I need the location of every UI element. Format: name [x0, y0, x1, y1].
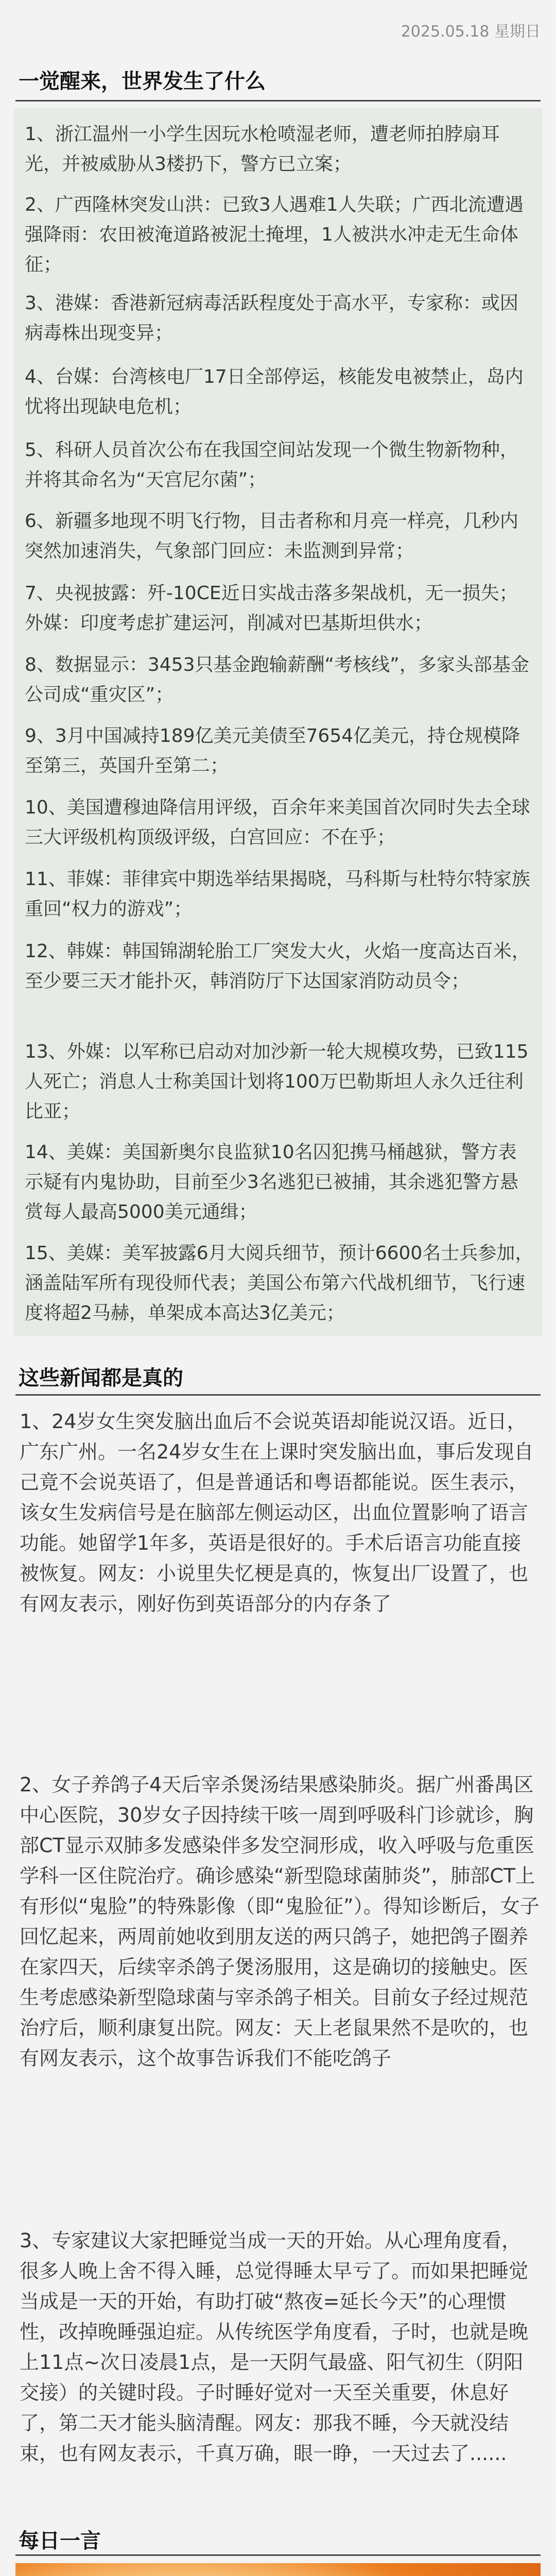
- story-paragraph-2: 2、女子养鸽子4天后宰杀煲汤结果感染肺炎。据广州番禺区中心医院，30岁女子因持续干咳一周到呼吸科门诊就诊，胸部CT显示双肺多发感染伴多发空洞形成，收入呼吸与危重医学科一区住院治疗。确诊感染“新型隐球菌肺炎”，肺部CT上有形似“鬼脸”的特殊影像（即“鬼脸征”）。得知诊断后，女子回忆起来，两周前她收到朋友送的两只鸽子，她把鸽子圈养在家四天，后续宰杀鸽子煲汤服用，这是确切的接触史。医生考虑感染新型隐球菌与宰杀鸽子相关。目前女子经过规范治疗后，顺利康复出院。网友：天上老鼠果然不是吹的，也有网友表示，这个故事告诉我们不能吃鸽子: [20, 1773, 540, 2070]
- news-item-11: 11、菲媒：菲律宾中期选举结果揭晓，马科斯与杜特尔特家族重回“权力的游戏”；: [25, 869, 530, 920]
- news-item-15: 15、美媒：美军披露6月大阅兵细节，预计6600名士兵参加，涵盖陆军所有现役师代表；美国公布第六代战机细节，飞行速度将超2马赫，单架成本高达3亿美元；: [25, 1243, 534, 1324]
- microphone-image: [15, 2563, 541, 2576]
- section-title-news: 一觉醒来，世界发生了什么: [19, 70, 266, 93]
- news-item-8: 8、数据显示：3453只基金跑输薪酬“考核线”，多家头部基金公司成“重灾区”；: [25, 654, 529, 705]
- story-paragraph-3: 3、专家建议大家把睡觉当成一天的开始。从心理角度看，很多人晚上舍不得入睡，总觉得睡太早亏了。而如果把睡觉当成是一天的开始，有助打破“熬夜=延长今天”的心理惯性，改掉晚睡强迫症。从传统医学角度看，子时，也就是晚上11点~次日凌晨1点，是一天阴气最盛、阳气初生（阴阳交接）的关键时段。子时睡好觉对一天至关重要，休息好了，第二天才能头脑清醒。网友：那我不睡，今天就没结束，也有网友表示，千真万确，眼一睁，一天过去了......: [20, 2229, 529, 2465]
- section-title-daily-quote: 每日一言: [19, 2529, 101, 2553]
- news-item-5: 5、科研人员首次公布在我国空间站发现一个微生物新物种，并将其命名为“天宫尼尔菌”；: [25, 439, 518, 490]
- news-item-14: 14、美媒：美国新奥尔良监狱10名囚犯携马桶越狱，警方表示疑有内鬼协助，目前至少3名逃犯已被捕，其余逃犯警方悬赏每人最高5000美元通缉；: [25, 1142, 518, 1223]
- news-item-2: 2、广西隆林突发山洪：已致3人遇难1人失联；广西北流遭遇强降雨：农田被淹道路被泥土掩埋，1人被洪水冲走无生命体征；: [25, 194, 524, 275]
- section-title-true-news: 这些新闻都是真的: [19, 1366, 183, 1390]
- section-divider: [15, 1394, 541, 1396]
- news-item-1: 1、浙江温州一小学生因玩水枪喷湿老师，遭老师拍脖扇耳光，并被威胁从3楼扔下，警方已立案；: [25, 124, 500, 175]
- story-paragraph-1: 1、24岁女生突发脑出血后不会说英语却能说汉语。近日，广东广州。一名24岁女生在上课时突发脑出血，事后发现自己竟不会说英语了，但是普通话和粤语都能说。医生表示，该女生发病信号是在脑部左侧运动区，出血位置影响了语言功能。她留学1年多，英语是很好的。手术后语言功能直接被恢复。网友：小说里失忆梗是真的，恢复出厂设置了，也有网友表示，刚好伤到英语部分的内存条了: [20, 1410, 534, 1615]
- section-divider: [15, 2554, 541, 2556]
- date-label: 2025.05.18 星期日: [401, 23, 541, 41]
- news-item-4: 4、台媒：台湾核电厂17日全部停运，核能发电被禁止，岛内忧将出现缺电危机；: [25, 366, 524, 417]
- news-item-9: 9、3月中国减持189亿美元美债至7654亿美元，持仓规模降至第三，英国升至第二；: [25, 725, 520, 776]
- news-item-10: 10、美国遭穆迪降信用评级，百余年来美国首次同时失去全球三大评级机构顶级评级，白宫回应：不在乎；: [25, 797, 530, 848]
- microphone-icon: [15, 2563, 541, 2576]
- news-item-3: 3、港媒：香港新冠病毒活跃程度处于高水平，专家称：或因病毒株出现变异；: [25, 293, 518, 344]
- news-item-12: 12、韩媒：韩国锦湖轮胎工厂突发大火，火焰一度高达百米，至少要三天才能扑灭，韩消防厅下达国家消防动员令；: [25, 941, 530, 992]
- section-divider: [15, 100, 541, 101]
- news-item-6: 6、新疆多地现不明飞行物，目击者称和月亮一样亮，几秒内突然加速消失，气象部门回应：未监测到异常；: [25, 511, 518, 562]
- news-item-7: 7、央视披露：歼-10CE近日实战击落多架战机，无一损失；外媒：印度考虑扩建运河，削减对巴基斯坦供水；: [25, 583, 518, 634]
- news-item-13: 13、外媒：以军称已启动对加沙新一轮大规模攻势，已致115人死亡；消息人士称美国计划将100万巴勒斯坦人永久迁往利比亚；: [25, 1041, 529, 1122]
